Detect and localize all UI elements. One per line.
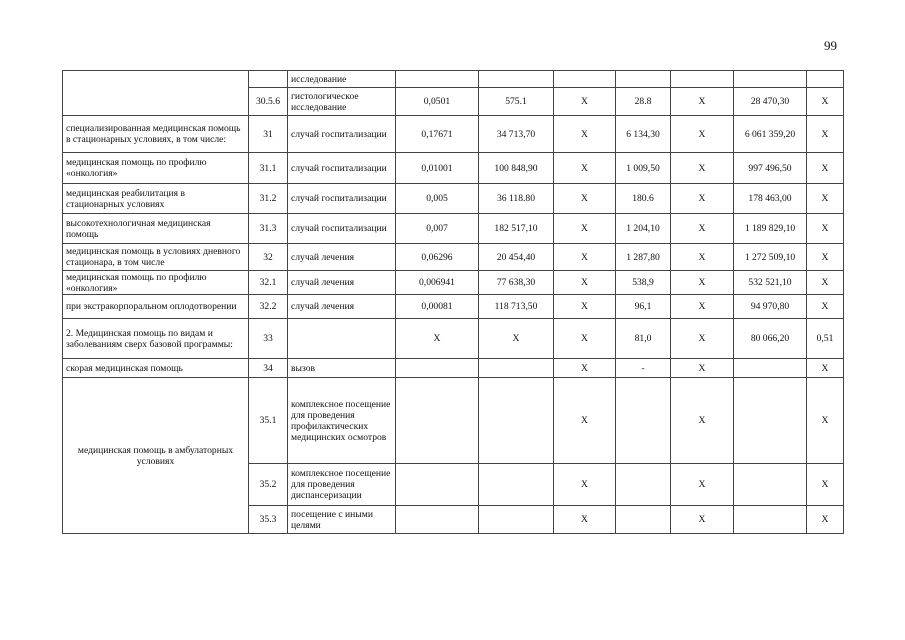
table-row xyxy=(63,359,844,378)
cost-cell xyxy=(479,464,554,506)
table-row xyxy=(63,214,844,244)
col-x1-cell: X xyxy=(554,214,616,244)
row-number-cell: 35.2 xyxy=(249,464,288,506)
cost-cell: 77 638,30 xyxy=(479,271,554,295)
row-label-cell: специализированная медицинская помощь в стационарных условиях, в том числе: xyxy=(63,116,249,153)
table-row xyxy=(63,295,844,319)
row-label-cell: медицинская помощь в условиях дневного стационара, в том числе xyxy=(63,244,249,271)
unit-cell: случай лечения xyxy=(288,295,396,319)
col-x1-cell: X xyxy=(554,319,616,359)
ratio-cell: 0,0501 xyxy=(396,88,479,116)
total-cell: 1 189 829,10 xyxy=(734,214,807,244)
cost-cell: 100 848,90 xyxy=(479,153,554,184)
cost-cell xyxy=(479,71,554,88)
row-label-cell: медицинская помощь по профилю «онкология» xyxy=(63,271,249,295)
norm-cell: 1 287,80 xyxy=(616,244,671,271)
table-row xyxy=(63,71,844,88)
col-x3-cell: X xyxy=(807,88,844,116)
unit-cell: комплексное посещение для проведения диспансеризации xyxy=(288,464,396,506)
ratio-cell: 0,005 xyxy=(396,184,479,214)
col-x1-cell: X xyxy=(554,184,616,214)
total-cell xyxy=(734,71,807,88)
ratio-cell: 0,06296 xyxy=(396,244,479,271)
row-label-cell: 2. Медицинская помощь по видам и заболеваниям сверх базовой программы: xyxy=(63,319,249,359)
row-label-cell: медицинская помощь по профилю «онкология» xyxy=(63,153,249,184)
col-x3-cell: 0,51 xyxy=(807,319,844,359)
unit-cell: посещение с иными целями xyxy=(288,506,396,534)
col-x3-cell: X xyxy=(807,359,844,378)
cost-cell: 118 713,50 xyxy=(479,295,554,319)
unit-cell: случай госпитализации xyxy=(288,184,396,214)
cost-cell: 182 517,10 xyxy=(479,214,554,244)
unit-cell: случай госпитализации xyxy=(288,153,396,184)
col-x1-cell xyxy=(554,71,616,88)
total-cell: 6 061 359,20 xyxy=(734,116,807,153)
ratio-cell: 0,00081 xyxy=(396,295,479,319)
col-x2-cell xyxy=(671,71,734,88)
row-number-cell: 33 xyxy=(249,319,288,359)
total-cell: 997 496,50 xyxy=(734,153,807,184)
unit-cell: случай госпитализации xyxy=(288,116,396,153)
col-x2-cell: X xyxy=(671,244,734,271)
cost-cell xyxy=(479,506,554,534)
total-cell xyxy=(734,378,807,464)
row-number-cell xyxy=(249,71,288,88)
row-number-cell: 32.1 xyxy=(249,271,288,295)
norm-cell: 180.6 xyxy=(616,184,671,214)
norm-cell xyxy=(616,506,671,534)
row-number-cell: 35.3 xyxy=(249,506,288,534)
row-number-cell: 32 xyxy=(249,244,288,271)
col-x3-cell: X xyxy=(807,378,844,464)
cost-cell xyxy=(479,359,554,378)
ratio-cell: 0,17671 xyxy=(396,116,479,153)
col-x3-cell: X xyxy=(807,295,844,319)
col-x2-cell: X xyxy=(671,464,734,506)
norm-cell: 28.8 xyxy=(616,88,671,116)
row-number-cell: 32.2 xyxy=(249,295,288,319)
col-x2-cell: X xyxy=(671,116,734,153)
total-cell: 1 272 509,10 xyxy=(734,244,807,271)
data-table xyxy=(62,70,844,534)
ratio-cell xyxy=(396,71,479,88)
norm-cell: 6 134,30 xyxy=(616,116,671,153)
row-label-cell: медицинская помощь в амбулаторных условиях xyxy=(63,378,249,534)
col-x2-cell: X xyxy=(671,184,734,214)
col-x3-cell: X xyxy=(807,506,844,534)
row-label-cell xyxy=(63,71,249,116)
unit-cell: исследование xyxy=(288,71,396,88)
norm-cell: 81,0 xyxy=(616,319,671,359)
row-number-cell: 30.5.6 xyxy=(249,88,288,116)
page-number: 99 xyxy=(824,38,837,53)
norm-cell xyxy=(616,464,671,506)
col-x3-cell: X xyxy=(807,184,844,214)
col-x1-cell: X xyxy=(554,464,616,506)
table-row xyxy=(63,184,844,214)
ratio-cell xyxy=(396,359,479,378)
cost-cell: X xyxy=(479,319,554,359)
total-cell xyxy=(734,359,807,378)
col-x3-cell: X xyxy=(807,214,844,244)
table-row xyxy=(63,153,844,184)
norm-cell: 538,9 xyxy=(616,271,671,295)
ratio-cell: 0,01001 xyxy=(396,153,479,184)
norm-cell: 1 204,10 xyxy=(616,214,671,244)
col-x3-cell: X xyxy=(807,271,844,295)
unit-cell: случай лечения xyxy=(288,271,396,295)
row-number-cell: 31.3 xyxy=(249,214,288,244)
col-x3-cell: X xyxy=(807,464,844,506)
norm-cell: 96,1 xyxy=(616,295,671,319)
unit-cell: комплексное посещение для проведения профилактических медицинских осмотров xyxy=(288,378,396,464)
ratio-cell xyxy=(396,378,479,464)
norm-cell: - xyxy=(616,359,671,378)
table-row xyxy=(63,244,844,271)
row-number-cell: 31 xyxy=(249,116,288,153)
col-x3-cell: X xyxy=(807,116,844,153)
col-x1-cell: X xyxy=(554,271,616,295)
table-row xyxy=(63,319,844,359)
col-x2-cell: X xyxy=(671,153,734,184)
col-x2-cell: X xyxy=(671,359,734,378)
col-x2-cell: X xyxy=(671,214,734,244)
col-x3-cell: X xyxy=(807,244,844,271)
total-cell: 178 463,00 xyxy=(734,184,807,214)
total-cell: 28 470,30 xyxy=(734,88,807,116)
ratio-cell: 0,007 xyxy=(396,214,479,244)
cost-cell xyxy=(479,378,554,464)
total-cell xyxy=(734,506,807,534)
ratio-cell: X xyxy=(396,319,479,359)
row-label-cell: при экстракорпоральном оплодотворении xyxy=(63,295,249,319)
col-x2-cell: X xyxy=(671,295,734,319)
col-x1-cell: X xyxy=(554,153,616,184)
cost-cell: 20 454,40 xyxy=(479,244,554,271)
cost-cell: 34 713,70 xyxy=(479,116,554,153)
total-cell: 532 521,10 xyxy=(734,271,807,295)
unit-cell: случай лечения xyxy=(288,244,396,271)
table-row xyxy=(63,116,844,153)
norm-cell: 1 009,50 xyxy=(616,153,671,184)
row-number-cell: 31.1 xyxy=(249,153,288,184)
col-x2-cell: X xyxy=(671,271,734,295)
ratio-cell xyxy=(396,464,479,506)
unit-cell: вызов xyxy=(288,359,396,378)
unit-cell: гистологическое исследование xyxy=(288,88,396,116)
norm-cell xyxy=(616,378,671,464)
norm-cell xyxy=(616,71,671,88)
ratio-cell: 0,006941 xyxy=(396,271,479,295)
row-label-cell: высокотехнологичная медицинская помощь xyxy=(63,214,249,244)
col-x2-cell: X xyxy=(671,378,734,464)
col-x1-cell: X xyxy=(554,88,616,116)
unit-cell: случай госпитализации xyxy=(288,214,396,244)
row-label-cell: скорая медицинская помощь xyxy=(63,359,249,378)
col-x1-cell: X xyxy=(554,244,616,271)
total-cell xyxy=(734,464,807,506)
col-x1-cell: X xyxy=(554,506,616,534)
col-x2-cell: X xyxy=(671,506,734,534)
cost-cell: 575.1 xyxy=(479,88,554,116)
col-x1-cell: X xyxy=(554,116,616,153)
table-row xyxy=(63,378,844,464)
col-x2-cell: X xyxy=(671,88,734,116)
col-x2-cell: X xyxy=(671,319,734,359)
col-x1-cell: X xyxy=(554,295,616,319)
unit-cell xyxy=(288,319,396,359)
table-row xyxy=(63,271,844,295)
col-x3-cell xyxy=(807,71,844,88)
total-cell: 94 970,80 xyxy=(734,295,807,319)
row-number-cell: 34 xyxy=(249,359,288,378)
row-number-cell: 31.2 xyxy=(249,184,288,214)
col-x1-cell: X xyxy=(554,378,616,464)
cost-cell: 36 118.80 xyxy=(479,184,554,214)
col-x3-cell: X xyxy=(807,153,844,184)
ratio-cell xyxy=(396,506,479,534)
total-cell: 80 066,20 xyxy=(734,319,807,359)
row-label-cell: медицинская реабилитация в стационарных условиях xyxy=(63,184,249,214)
row-number-cell: 35.1 xyxy=(249,378,288,464)
col-x1-cell: X xyxy=(554,359,616,378)
